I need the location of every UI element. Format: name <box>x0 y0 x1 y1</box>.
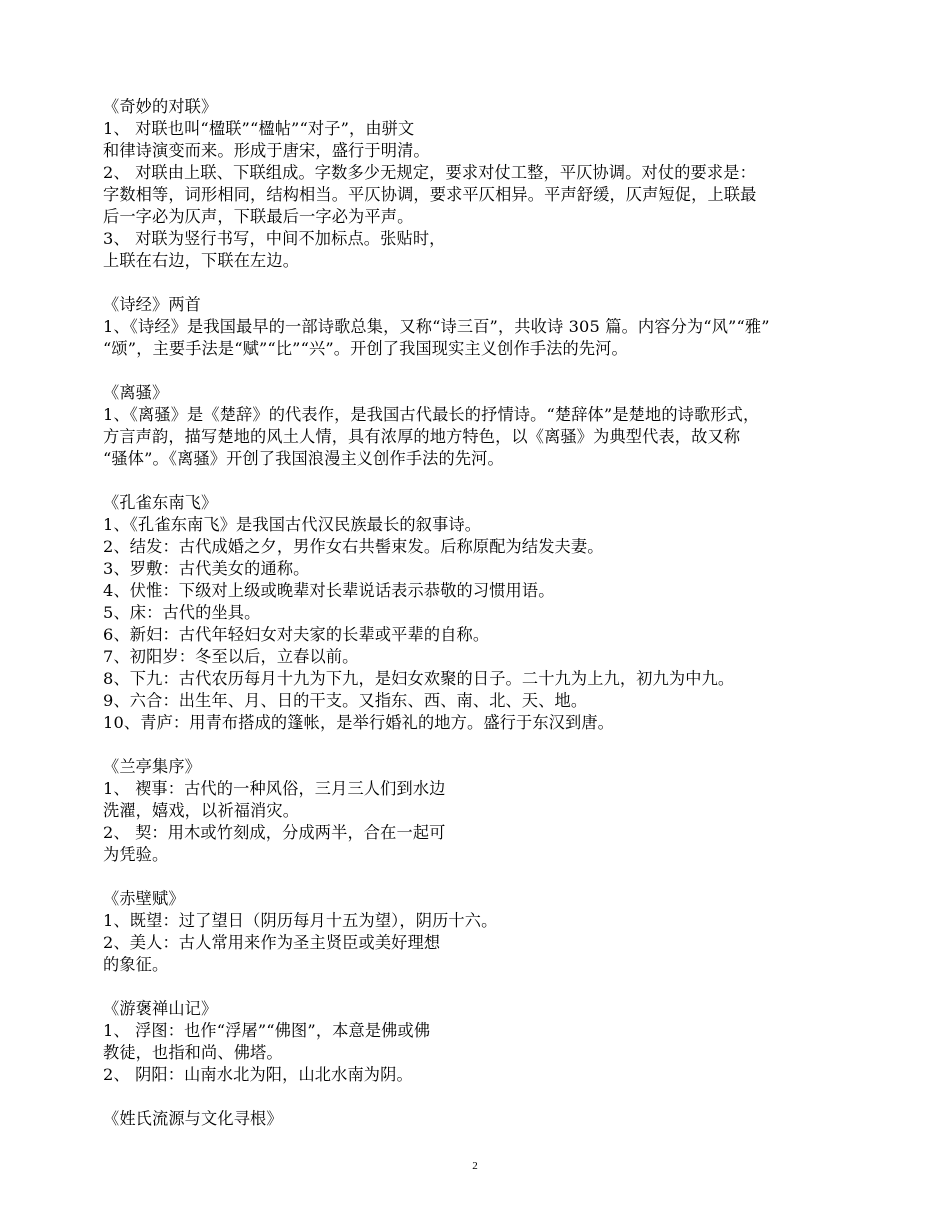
document-body <box>103 96 863 1130</box>
text-line: 8、下九：古代农历每月十九为下九，是妇女欢聚的日子。二十九为上九，初九为中九。 <box>103 669 735 688</box>
text-line: 2、结发：古代成婚之夕，男作女右共髻束发。后称原配为结发夫妻。 <box>103 537 604 556</box>
blank-line <box>103 734 863 756</box>
section-heading: 《赤壁赋》 <box>103 889 185 908</box>
text-line: 字数相等，词形相同，结构相当。平仄协调，要求平仄相异。平声舒缓，仄声短促，上联最 <box>103 185 757 204</box>
text-line: 1、 浮图：也作“浮屠”“佛图”，本意是佛或佛 <box>103 1021 431 1040</box>
text-line: 洗濯，嬉戏，以祈福消灾。 <box>103 801 300 820</box>
section-heading: 《孔雀东南飞》 <box>103 493 218 512</box>
section-heading: 《奇妙的对联》 <box>103 97 218 116</box>
blank-line <box>103 1086 863 1108</box>
section-heading: 《游褒禅山记》 <box>103 999 218 1018</box>
text-line: 1、 对联也叫“楹联”“楹帖”“对子”，由骈文 <box>103 119 415 138</box>
text-line: 7、初阳岁：冬至以后，立春以前。 <box>103 647 359 666</box>
text-line: 4、伏惟：下级对上级或晚辈对长辈说话表示恭敬的习惯用语。 <box>103 581 555 600</box>
text-line: 3、罗敷：古代美女的通称。 <box>103 559 310 578</box>
text-line: 教徒，也指和尚、佛塔。 <box>103 1043 283 1062</box>
section-heading: 《诗经》两首 <box>103 295 202 314</box>
blank-line <box>103 866 863 888</box>
section-heading: 《兰亭集序》 <box>103 757 202 776</box>
text-line: 9、六合：出生年、月、日的干支。又指东、西、南、北、天、地。 <box>103 691 588 710</box>
text-line: 1、《离骚》是《楚辞》的代表作，是我国古代最长的抒情诗。“楚辞体”是楚地的诗歌形式， <box>103 405 760 424</box>
text-line: 2、 对联由上联、下联组成。字数多少无规定，要求对仗工整，平仄协调。对仗的要求是： <box>103 163 756 182</box>
text-line: 2、美人：古人常用来作为圣主贤臣或美好理想 <box>103 933 441 952</box>
text-line: 方言声韵，描写楚地的风土人情，具有浓厚的地方特色，以《离骚》为典型代表，故又称 <box>103 427 741 446</box>
text-line: 6、新妇：古代年轻妇女对夫家的长辈或平辈的自称。 <box>103 625 490 644</box>
text-line: 5、床：古代的坐具。 <box>103 603 261 622</box>
section-heading: 《姓氏流源与文化寻根》 <box>103 1109 283 1128</box>
text-line: 上联在右边，下联在左边。 <box>103 251 300 270</box>
text-line: 1、《孔雀东南飞》是我国古代汉民族最长的叙事诗。 <box>103 515 482 534</box>
text-line: 2、 契：用木或竹刻成，分成两半，合在一起可 <box>103 823 446 842</box>
text-line: 1、既望：过了望日（阴历每月十五为望），阴历十六。 <box>103 911 498 930</box>
text-line: “骚体”。《离骚》开创了我国浪漫主义创作手法的先河。 <box>103 449 504 468</box>
blank-line <box>103 272 863 294</box>
blank-line <box>103 976 863 998</box>
text-line: 1、《诗经》是我国最早的一部诗歌总集，又称“诗三百”，共收诗 305 篇。内容分为“风”“雅” <box>103 317 770 336</box>
text-line: 2、 阴阳：山南水北为阳，山北水南为阴。 <box>103 1065 413 1084</box>
section-heading: 《离骚》 <box>103 383 169 402</box>
text-line: 3、 对联为竖行书写，中间不加标点。张贴时， <box>103 229 446 248</box>
blank-line <box>103 470 863 492</box>
blank-line <box>103 360 863 382</box>
text-line: 后一字必为仄声，下联最后一字必为平声。 <box>103 207 414 226</box>
text-line: 为凭验。 <box>103 845 169 864</box>
text-line: 和律诗演变而来。形成于唐宋，盛行于明清。 <box>103 141 430 160</box>
page-number: 2 <box>472 1160 478 1172</box>
text-line: 1、 褉事：古代的一种风俗，三月三人们到水边 <box>103 779 446 798</box>
text-line: 10、青庐：用青布搭成的篷帐，是举行婚礼的地方。盛行于东汉到唐。 <box>103 713 615 732</box>
text-line: 的象征。 <box>103 955 169 974</box>
text-line: “颂”，主要手法是“赋”“比”“兴”。开创了我国现实主义创作手法的先河。 <box>103 339 628 358</box>
